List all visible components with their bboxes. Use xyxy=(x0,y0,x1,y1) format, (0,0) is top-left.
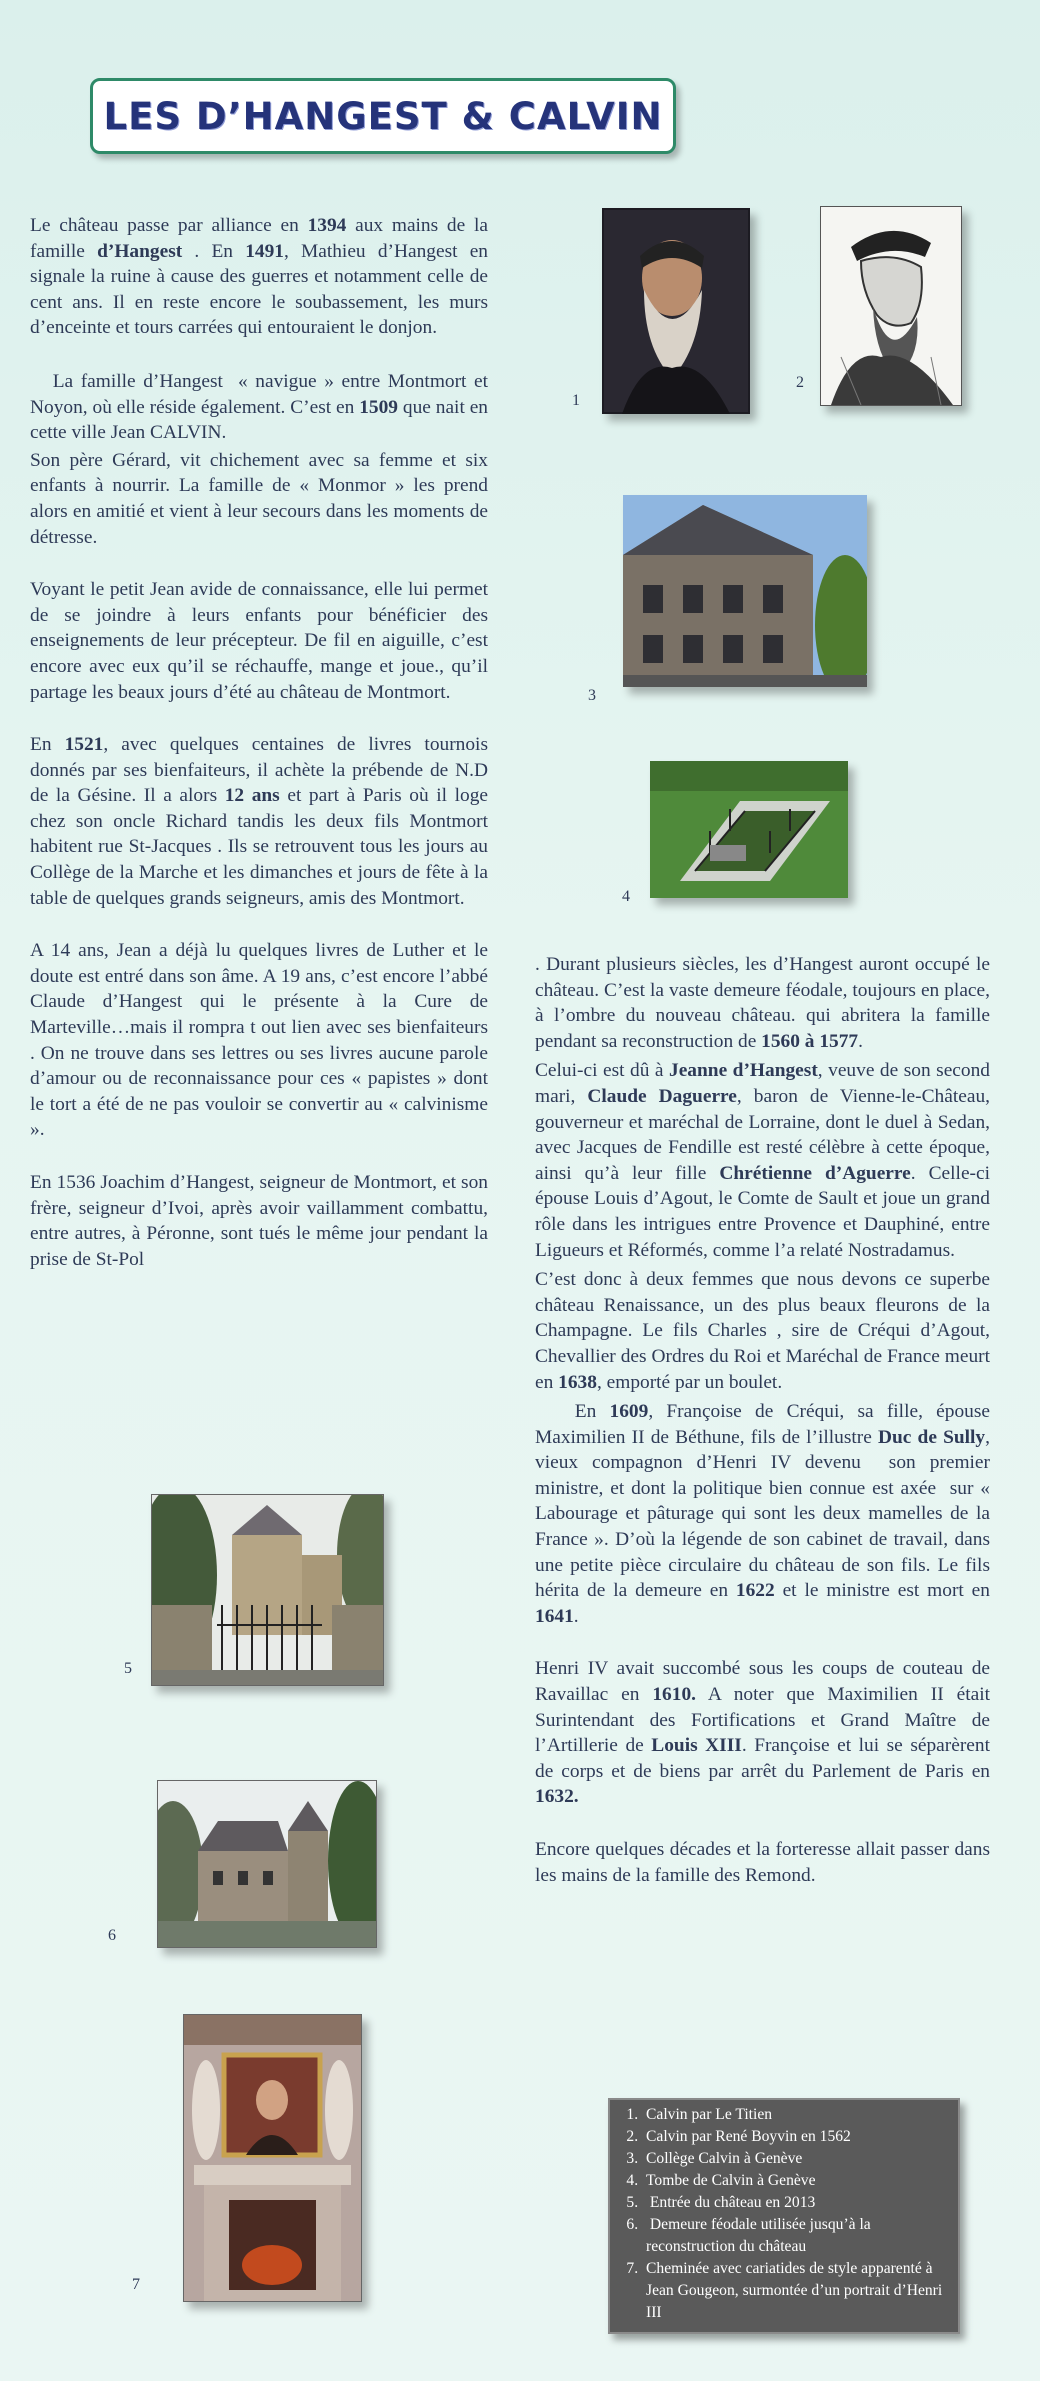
paragraph: En 1536 Joachim d’Hangest, seigneur de Montmort, et son frère, seigneur d’Ivoi, après avoir vaillamment combattu, entre autres, à Péronne, sont tués le même jour pendant la prise de St-Pol xyxy=(30,1172,488,1270)
paragraph: Encore quelques décades et la forteresse allait passer dans les mains de la famille des Remond. xyxy=(535,1839,990,1886)
right-text-column xyxy=(535,952,995,1888)
paragraph: . Durant plusieurs siècles, les d’Hangest auront occupé le château. C’est la vaste demeure féodale, toujours en place, à l’ombre du nouveau château. qui abritera la famille pendant sa reconstruction de 1560 à 1577. xyxy=(535,954,990,1052)
caption-item: 5. Entrée du château en 2013 xyxy=(642,2192,948,2214)
caption-item: 2. Calvin par René Boyvin en 1562 xyxy=(642,2126,948,2148)
calvin-portrait-titien-image xyxy=(602,208,750,414)
caption-item: 4. Tombe de Calvin à Genève xyxy=(642,2170,948,2192)
feudal-residence-image xyxy=(157,1780,377,1948)
calvin-engraving-boyvin-image xyxy=(820,206,962,406)
page-title: LES D’HANGEST & CALVIN xyxy=(103,94,663,138)
paragraph: La famille d’Hangest « navigue » entre Montmort et Noyon, où elle réside également. C’est en 1509 que nait en cette ville Jean CALVIN. xyxy=(30,370,493,444)
caption-item: 1. Calvin par Le Titien xyxy=(642,2104,948,2126)
photo-captions-legend xyxy=(608,2098,960,2334)
caption-item: 3. Collège Calvin à Genève xyxy=(642,2148,948,2170)
photo-number-7: 7 xyxy=(132,2276,140,2293)
title-banner xyxy=(90,78,676,154)
left-text-column xyxy=(30,213,493,1272)
paragraph: En 1609, Françoise de Créqui, sa fille, épouse Maximilien II de Béthune, fils de l’illustre Duc de Sully, vieux compagnon d’Henri IV devenu son premier ministre, et dont la politique bien connue est axée sur « Labourage et pâturage qui sont les deux mamelles de la France ». D’où la légende de son cabinet de travail, dans une petite pièce circulaire du château de son fils. Le fils hérita de la demeure en 1622 et le ministre est mort en 1641. xyxy=(535,1401,995,1627)
paragraph: Son père Gérard, vit chichement avec sa femme et six enfants à nourrir. La famille de « Monmor » les prend alors en amitié et vient à leur secours dans les moments de détresse. xyxy=(30,449,488,548)
calvin-tomb-image xyxy=(650,761,848,898)
college-calvin-image xyxy=(623,495,867,687)
paragraph: Le château passe par alliance en 1394 aux mains de la famille d’Hangest . En 1491, Mathieu d’Hangest en signale la ruine à cause des guerres et notamment celle de cent ans. Il en reste encore le soubassement, les murs d’enceinte et tours carrées qui entouraient le donjon. xyxy=(30,215,488,339)
photo-number-5: 5 xyxy=(124,1660,132,1677)
paragraph: A 14 ans, Jean a déjà lu quelques livres de Luther et le doute est entré dans son âme. A 19 ans, c’est encore l’abbé Claude d’Hangest qui le présente à la Cure de Marteville…mais il rompra t out lien avec ses bienfaiteurs . On ne trouve dans ses lettres ou ses livres aucune parole d’amour ou de reconnaissance pour ces « papistes » dont le tort a été de ne pas vouloir se convertir au « calvinisme ». xyxy=(30,940,488,1141)
paragraph: Henri IV avait succombé sous les coups de couteau de Ravaillac en 1610. A noter que Maximilien II était Surintendant des Fortifications et Grand Maître de l’Artillerie de Louis XIII. Françoise et lui se séparèrent de corps et de biens par arrêt du Parlement de Paris en 1632. xyxy=(535,1658,990,1808)
paragraph: En 1521, avec quelques centaines de livres tournois donnés par ses bienfaiteurs, il achète la prébende de N.D de la Gésine. Il a alors 12 ans et part à Paris où il loge chez son oncle Richard tandis les deux fils Montmort habitent rue St-Jacques . Ils se retrouvent tous les jours au Collège de la Marche et les dimanches et jours de fête à la table de quelques grands seigneurs, amis des Montmort. xyxy=(30,734,488,909)
photo-number-4: 4 xyxy=(622,888,630,905)
photo-number-6: 6 xyxy=(108,1927,116,1944)
chateau-entrance-image xyxy=(151,1494,384,1686)
caption-item: 6. Demeure féodale utilisée jusqu’à la reconstruction du château xyxy=(642,2214,948,2258)
caption-item: 7. Cheminée avec cariatides de style apparenté à Jean Gougeon, surmontée d’un portrait d’Henri III xyxy=(642,2258,948,2324)
fireplace-caryatids-image xyxy=(183,2014,362,2302)
paragraph: Celui-ci est dû à Jeanne d’Hangest, veuve de son second mari, Claude Daguerre, baron de Vienne-le-Château, gouverneur et maréchal de Lorraine, dont le duel à Sedan, avec Jacques de Fendille est resté célèbre à cette époque, ainsi qu’à leur fille Chrétienne d’Aguerre. Celle-ci épouse Louis d’Agout, le Comte de Sault et joue un grand rôle dans les intrigues entre Provence et Dauphiné, entre Ligueurs et Réformés, comme l’a relaté Nostradamus. xyxy=(535,1060,990,1261)
paragraph: C’est donc à deux femmes que nous devons ce superbe château Renaissance, un des plus beaux fleurons de la Champagne. Le fils Charles , sire de Créqui d’Agout, Chevallier des Ordres du Roi et Maréchal de France meurt en 1638, emporté par un boulet. xyxy=(535,1269,990,1393)
photo-number-2: 2 xyxy=(796,374,804,391)
photo-number-3: 3 xyxy=(588,687,596,704)
paragraph: Voyant le petit Jean avide de connaissance, elle lui permet de se joindre à leurs enfants pour bénéficier des enseignements de leur précepteur. De fil en aiguille, c’est encore avec eux qu’il se réchauffe, mange et joue., qu’il partage les beaux jours d’été au château de Montmort. xyxy=(30,579,488,703)
photo-number-1: 1 xyxy=(572,392,580,409)
